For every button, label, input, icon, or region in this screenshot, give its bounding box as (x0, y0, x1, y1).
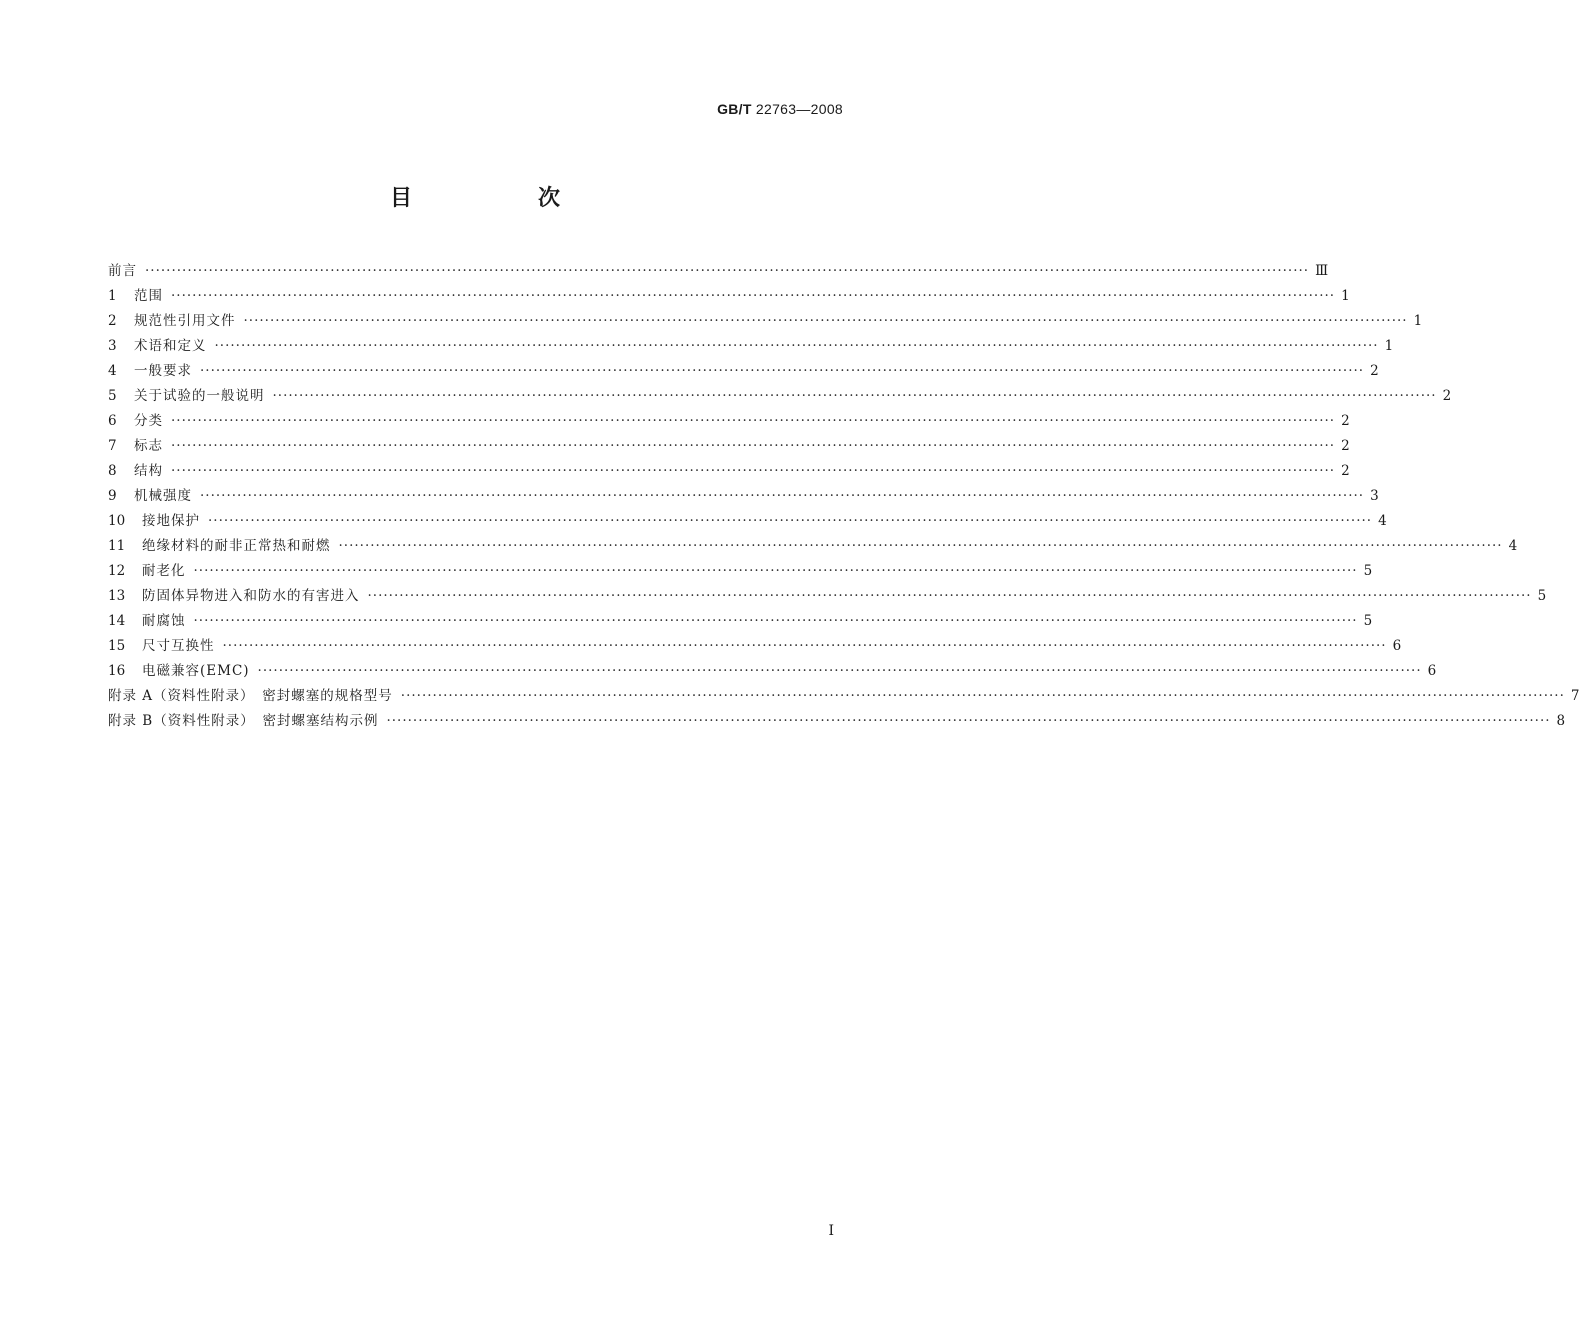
toc-dot-leader: ···························································································································································································································· (386, 713, 1551, 729)
toc-dot-leader: ···························································································································································································································· (193, 563, 1358, 579)
toc-entry-page: 2 (1341, 463, 1350, 479)
toc-entry-label: 规范性引用文件 (134, 313, 236, 329)
toc-entry-page: 2 (1341, 438, 1350, 454)
toc-entry[interactable] (108, 259, 1329, 284)
toc-entry-label: 附录 A（资料性附录） 密封螺塞的规格型号 (108, 688, 393, 704)
toc-entry-label: 耐老化 (142, 563, 186, 579)
toc-dot-leader: ···························································································································································································································· (222, 638, 1387, 654)
toc-entry[interactable] (108, 409, 1350, 434)
toc-entry-page: 7 (1570, 688, 1579, 704)
toc-entry-label: 范围 (134, 288, 163, 304)
toc-entry-label: 一般要求 (134, 363, 192, 379)
toc-entry-label: 电磁兼容(EMC) (142, 663, 250, 679)
toc-entry-page: Ⅲ (1315, 263, 1329, 279)
toc-dot-leader: ···························································································································································································································· (171, 288, 1336, 304)
toc-entry-label: 防固体异物进入和防水的有害进入 (142, 588, 360, 604)
toc-entry-page: 5 (1363, 563, 1373, 579)
toc-entry-number: 14 (108, 613, 126, 629)
toc-entry-label: 附录 B（资料性附录） 密封螺塞结构示例 (108, 713, 379, 729)
toc-entry[interactable] (108, 459, 1350, 484)
toc-entry-page: 5 (1537, 588, 1547, 604)
toc-entry[interactable] (108, 384, 1452, 409)
toc-entry[interactable] (108, 634, 1402, 659)
toc-entry-label: 关于试验的一般说明 (134, 388, 265, 404)
toc-entry-page: 1 (1413, 313, 1423, 329)
toc-entry[interactable] (108, 284, 1350, 309)
toc-entry[interactable] (108, 709, 1566, 734)
toc-dot-leader: ···························································································································································································································· (171, 438, 1336, 454)
toc-entry-number: 1 (108, 288, 117, 304)
toc-entry-page: 8 (1556, 713, 1566, 729)
toc-entry-number: 9 (108, 488, 117, 504)
toc-entry[interactable] (108, 584, 1547, 609)
toc-entry[interactable] (108, 509, 1387, 534)
toc-dot-leader: ···························································································································································································································· (200, 363, 1365, 379)
toc-dot-leader: ···························································································································································································································· (193, 613, 1358, 629)
toc-entry[interactable] (108, 334, 1394, 359)
toc-entry-number: 16 (108, 663, 126, 679)
toc-dot-leader: ···························································································································································································································· (367, 588, 1532, 604)
toc-dot-leader: ···························································································································································································································· (243, 313, 1408, 329)
toc-title: 目 次 (389, 185, 612, 211)
toc-entry-number: 10 (108, 513, 126, 529)
toc-entry-number: 3 (108, 338, 117, 354)
toc-entry[interactable] (108, 684, 1579, 709)
toc-entry-number: 2 (108, 313, 117, 329)
toc-entry-label: 术语和定义 (134, 338, 207, 354)
toc-entry-number: 12 (108, 563, 126, 579)
toc-entry[interactable] (108, 609, 1373, 634)
toc-entry-number: 15 (108, 638, 126, 654)
toc-entry-number: 11 (108, 538, 126, 554)
toc-entry-label: 机械强度 (134, 488, 192, 504)
toc-dot-leader: ···························································································································································································································· (171, 413, 1336, 429)
toc-entry[interactable] (108, 534, 1518, 559)
toc-dot-leader: ···························································································································································································································· (400, 688, 1565, 704)
toc-dot-leader: ···························································································································································································································· (338, 538, 1503, 554)
toc-entry-page: 4 (1508, 538, 1518, 554)
toc-entry-page: 5 (1363, 613, 1373, 629)
toc-entry-number: 4 (108, 363, 117, 379)
toc-entry-number: 8 (108, 463, 117, 479)
toc-dot-leader: ···························································································································································································································· (214, 338, 1379, 354)
toc-entry[interactable] (108, 659, 1437, 684)
toc-dot-leader: ···························································································································································································································· (145, 263, 1310, 279)
toc-dot-leader: ···························································································································································································································· (208, 513, 1373, 529)
toc-dot-leader: ···························································································································································································································· (200, 488, 1365, 504)
toc-entry-page: 6 (1427, 663, 1437, 679)
toc-entry-number: 7 (108, 438, 117, 454)
toc-entry-page: 2 (1370, 363, 1379, 379)
toc-entry[interactable] (108, 559, 1373, 584)
toc-entry-page: 2 (1341, 413, 1350, 429)
toc-entry[interactable] (108, 434, 1350, 459)
toc-list (108, 259, 1579, 734)
toc-entry[interactable] (108, 309, 1423, 334)
toc-entry-page: 3 (1370, 488, 1379, 504)
toc-entry-page: 4 (1378, 513, 1387, 529)
toc-entry-page: 2 (1442, 388, 1452, 404)
toc-entry-label: 耐腐蚀 (142, 613, 186, 629)
toc-dot-leader: ···························································································································································································································· (257, 663, 1422, 679)
toc-dot-leader: ···························································································································································································································· (171, 463, 1336, 479)
standard-code-prefix: GB/T (717, 101, 752, 117)
page-number: I (828, 1223, 834, 1239)
toc-entry-label: 接地保护 (142, 513, 200, 529)
toc-entry-page: 1 (1384, 338, 1394, 354)
toc-entry[interactable] (108, 484, 1379, 509)
toc-entry-page: 1 (1341, 288, 1350, 304)
standard-code-number: 22763—2008 (755, 101, 843, 117)
toc-entry-page: 6 (1392, 638, 1402, 654)
toc-entry-number: 5 (108, 388, 117, 404)
toc-entry-number: 6 (108, 413, 117, 429)
toc-entry-label: 尺寸互换性 (142, 638, 215, 654)
toc-entry-label: 分类 (134, 413, 163, 429)
toc-entry-label: 标志 (134, 438, 163, 454)
toc-entry-label: 前言 (108, 263, 137, 279)
standard-code (717, 101, 843, 117)
toc-entry[interactable] (108, 359, 1379, 384)
toc-dot-leader: ···························································································································································································································· (272, 388, 1437, 404)
toc-entry-label: 绝缘材料的耐非正常热和耐燃 (142, 538, 331, 554)
toc-entry-label: 结构 (134, 463, 163, 479)
toc-entry-number: 13 (108, 588, 126, 604)
